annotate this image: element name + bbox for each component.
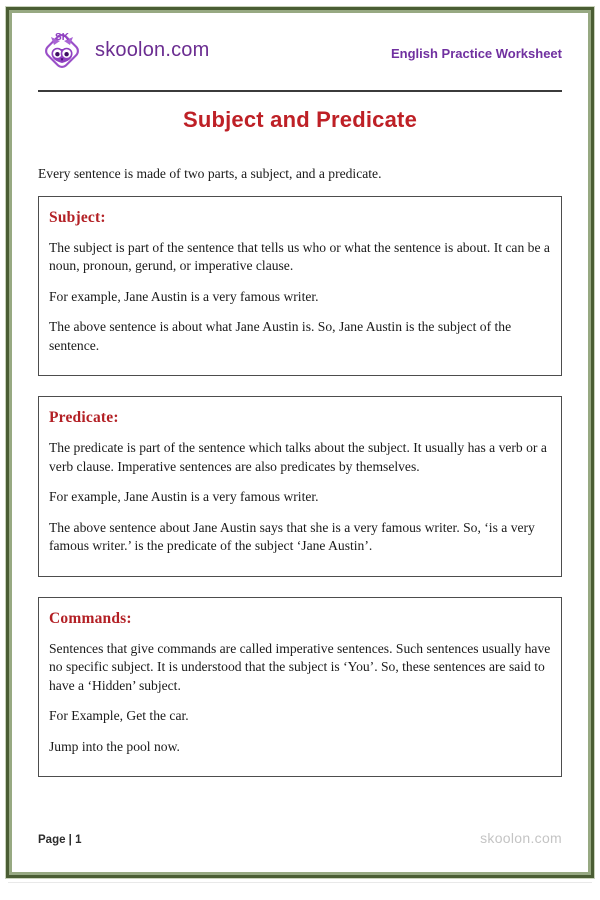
page-number: Page | 1	[38, 834, 82, 846]
commands-paragraph-example-1: For Example, Get the car.	[49, 708, 189, 724]
page-header	[38, 0, 562, 75]
predicate-paragraph-definition: The predicate is part of the sentence which talks about the subject. It usually has a verb or a verb clause. Imperative sentences are also predicates by themselves.	[49, 440, 547, 474]
predicate-section-box	[38, 396, 562, 576]
brand-name: skoolon.com	[95, 38, 210, 61]
header-divider	[38, 90, 562, 92]
commands-paragraph-example-2: Jump into the pool now.	[49, 738, 180, 754]
worksheet-type-label: English Practice Worksheet	[391, 45, 562, 61]
skoolon-owl-logo-icon	[38, 25, 86, 75]
intro-text: Every sentence is made of two parts, a subject, and a predicate.	[38, 166, 382, 181]
page-footer	[38, 830, 562, 846]
subject-paragraph-definition: The subject is part of the sentence that tells us who or what the sentence is about. It can be a noun, pronoun, gerund, or imperative clause.	[49, 240, 550, 274]
predicate-paragraph-example: For example, Jane Austin is a very famous writer.	[49, 489, 319, 505]
subject-section-heading: Subject:	[49, 209, 106, 226]
svg-text:SK: SK	[55, 32, 69, 43]
predicate-paragraph-explanation: The above sentence about Jane Austin says that she is a very famous writer. So, ‘is a very famous writer.’ is the predicate of the subject ‘Jane Austin’.	[49, 519, 535, 554]
footer-site-name: skoolon.com	[480, 830, 562, 846]
subject-paragraph-explanation: The above sentence is about what Jane Austin is. So, Jane Austin is the subject of the sentence.	[49, 319, 512, 353]
predicate-section-heading: Predicate:	[49, 409, 119, 427]
commands-section-heading: Commands:	[49, 609, 132, 627]
page-title: Subject and Predicate	[182, 107, 418, 132]
brand-block	[38, 25, 209, 75]
commands-paragraph-definition: Sentences that give commands are called imperative sentences. Such sentences usually have no specific subject. It is understood that the subject is ‘You’. So, these sentences are said to have a ‘Hidden’ subject.	[49, 640, 551, 693]
commands-section-box	[38, 597, 562, 777]
subject-section-box	[38, 196, 562, 376]
subject-paragraph-example: For example, Jane Austin is a very famous writer.	[49, 288, 319, 304]
